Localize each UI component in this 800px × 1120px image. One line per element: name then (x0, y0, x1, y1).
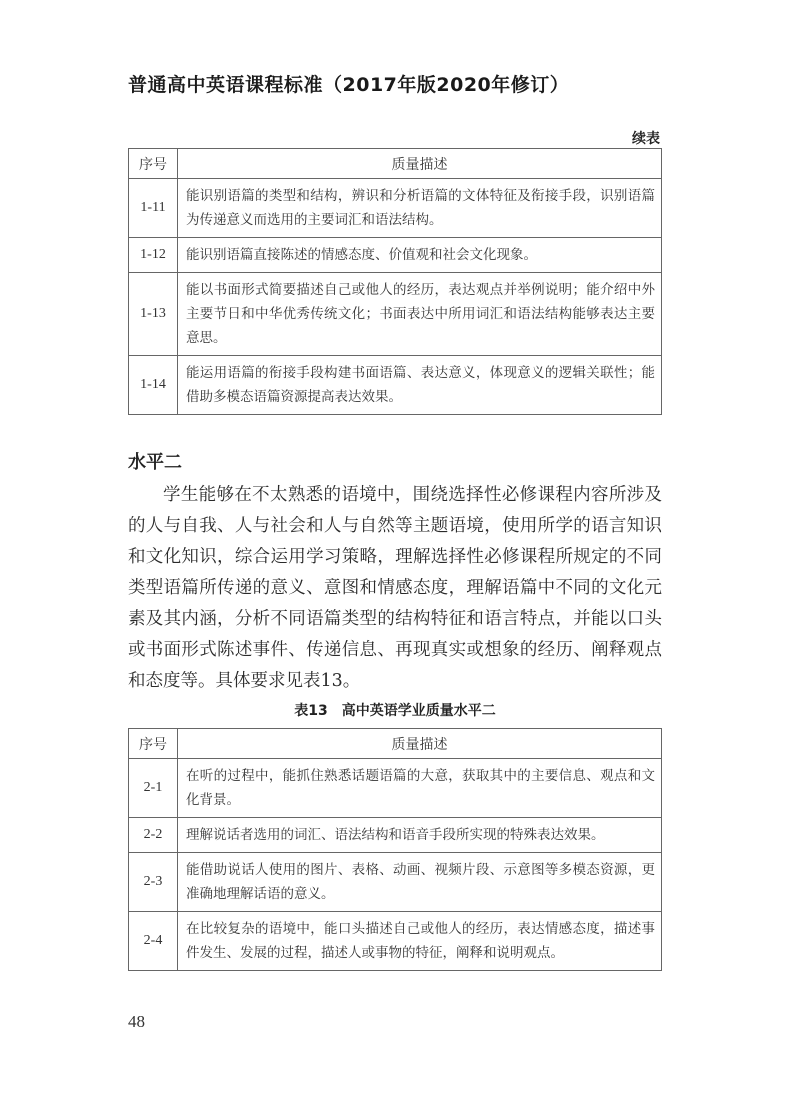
table-header-row (129, 149, 662, 179)
page-number: 48 (128, 1012, 145, 1031)
table-caption: 表13 高中英语学业质量水平二 (294, 703, 496, 719)
row-description: 能识别语篇的类型和结构，辨识和分析语篇的文体特征及衔接手段，识别语篇为传递意义而选用的主要词汇和语法结构。 (178, 179, 662, 238)
row-description: 在听的过程中，能抓住熟悉话题语篇的大意，获取其中的主要信息、观点和文化背景。 (178, 759, 662, 818)
table-row (129, 273, 662, 356)
page-header-title: 普通高中英语课程标准（2017年版2020年修订） (128, 74, 570, 96)
row-number: 2-1 (129, 759, 178, 818)
quality-table-level-2 (128, 728, 662, 971)
row-number: 1-14 (129, 356, 178, 415)
row-number: 2-4 (129, 912, 178, 971)
column-header-number: 序号 (129, 149, 178, 179)
row-description: 能以书面形式简要描述自己或他人的经历，表达观点并举例说明；能介绍中外主要节日和中华优秀传统文化；书面表达中所用词汇和语法结构能够表达主要意思。 (178, 273, 662, 356)
column-header-description: 质量描述 (178, 729, 662, 759)
column-header-description: 质量描述 (178, 149, 662, 179)
column-header-number: 序号 (129, 729, 178, 759)
section-paragraph: 学生能够在不太熟悉的语境中，围绕选择性必修课程内容所涉及的人与自我、人与社会和人与自然等主题语境，使用所学的语言知识和文化知识，综合运用学习策略，理解选择性必修课程所规定的不同类型语篇所传递的意义、意图和情感态度，理解语篇中不同的文化元素及其内涵，分析不同语篇类型的结构特征和语言特点，并能以口头或书面形式陈述事件、传递信息、再现真实或想象的经历、阐释观点和态度等。具体要求见表13。 (128, 485, 662, 691)
row-description: 能借助说话人使用的图片、表格、动画、视频片段、示意图等多模态资源，更准确地理解话语的意义。 (178, 853, 662, 912)
table-row (129, 759, 662, 818)
row-description: 理解说话者选用的词汇、语法结构和语音手段所实现的特殊表达效果。 (178, 818, 662, 853)
row-number: 1-13 (129, 273, 178, 356)
table-row (129, 818, 662, 853)
row-number: 1-11 (129, 179, 178, 238)
row-number: 2-2 (129, 818, 178, 853)
table-row (129, 179, 662, 238)
table-header-row (129, 729, 662, 759)
table-continued-label: 续表 (632, 131, 660, 147)
row-description: 在比较复杂的语境中，能口头描述自己或他人的经历，表达情感态度，描述事件发生、发展的过程，描述人或事物的特征，阐释和说明观点。 (178, 912, 662, 971)
table-row (129, 356, 662, 415)
row-description: 能运用语篇的衔接手段构建书面语篇、表达意义，体现意义的逻辑关联性；能借助多模态语篇资源提高表达效果。 (178, 356, 662, 415)
row-description: 能识别语篇直接陈述的情感态度、价值观和社会文化现象。 (178, 238, 662, 273)
table-row (129, 912, 662, 971)
row-number: 2-3 (129, 853, 178, 912)
quality-table-level-1-continued (128, 148, 662, 415)
table-row (129, 853, 662, 912)
row-number: 1-12 (129, 238, 178, 273)
section-heading: 水平二 (128, 452, 182, 473)
table-row (129, 238, 662, 273)
